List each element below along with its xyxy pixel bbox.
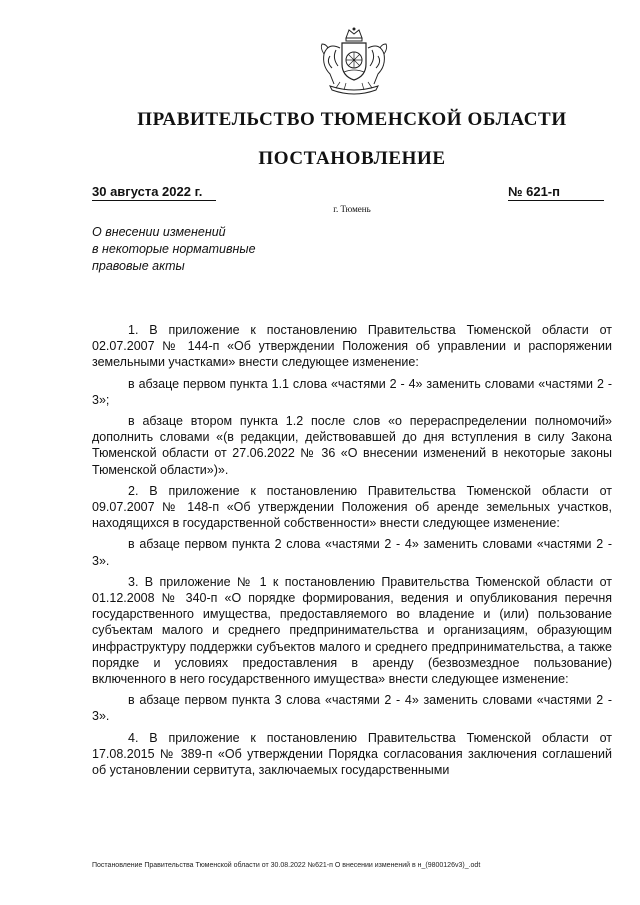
- body-paragraph: 4. В приложение к постановлению Правительства Тюменской области от 17.08.2015 № 389-п «Об утверждении Порядка согласования заключения соглашений об установлении сервитута, заключаемых государственными: [92, 730, 612, 778]
- document-type: ПОСТАНОВЛЕНИЕ: [258, 148, 446, 169]
- body-paragraph: 2. В приложение к постановлению Правительства Тюменской области от 09.07.2007 № 148-п «Об утверждении Положения об аренде земельных участков, находящихся в государственной собственности» внести следующее изменение:: [92, 483, 612, 531]
- body-paragraph: 3. В приложение № 1 к постановлению Правительства Тюменской области от 01.12.2008 № 340-п «О порядке формирования, ведения и опубликования перечня государственного имущества, предоставляемого во владение и (или) пользование субъектам малого и среднего предпринимательства и организациям, образующим инфраструктуру поддержки субъектов малого и среднего предпринимательства, а также порядке и условиях предоставления в аренду (безвозмездное пользование) включенного в него государственного имущества» внести следующее изменение:: [92, 574, 612, 687]
- body-paragraph: в абзаце втором пункта 1.2 после слов «о перераспределении полномочий» дополнить словами «(в редакции, действовавшей до дня вступления в силу Закона Тюменской области от 27.06.2022 № 36 «О внесении изменений в некоторые законы Тюменской области»)».: [92, 414, 612, 477]
- document-city: г. Тюмень: [333, 204, 371, 214]
- body-paragraph: в абзаце первом пункта 3 слова «частями 2 - 4» заменить словами «частями 2 - 3».: [92, 693, 612, 724]
- document-date: 30 августа 2022 г.: [92, 184, 216, 201]
- document-number: № 621-п: [508, 184, 604, 201]
- document-body: [92, 322, 612, 783]
- body-paragraph: в абзаце первом пункта 1.1 слова «частями 2 - 4» заменить словами «частями 2 - 3»;: [92, 376, 612, 407]
- body-paragraph: 1. В приложение к постановлению Правительства Тюменской области от 02.07.2007 № 144-п «Об утверждении Положения об управлении и распоряжении земельными участками» внести следующее изменение:: [92, 323, 612, 370]
- subject-line: в некоторые нормативные: [92, 242, 256, 256]
- page-footer: Постановление Правительства Тюменской области от 30.08.2022 №621-п О внесении изменений в н_(9800126v3)_.odt: [92, 862, 481, 869]
- document-subject: [92, 224, 292, 275]
- subject-line: О внесении изменений: [92, 225, 226, 239]
- subject-line: правовые акты: [92, 259, 185, 273]
- body-paragraph: в абзаце первом пункта 2 слова «частями 2 - 4» заменить словами «частями 2 - 3».: [92, 537, 612, 568]
- organization-title: ПРАВИТЕЛЬСТВО ТЮМЕНСКОЙ ОБЛАСТИ: [137, 109, 567, 130]
- coat-of-arms-icon: [316, 26, 392, 98]
